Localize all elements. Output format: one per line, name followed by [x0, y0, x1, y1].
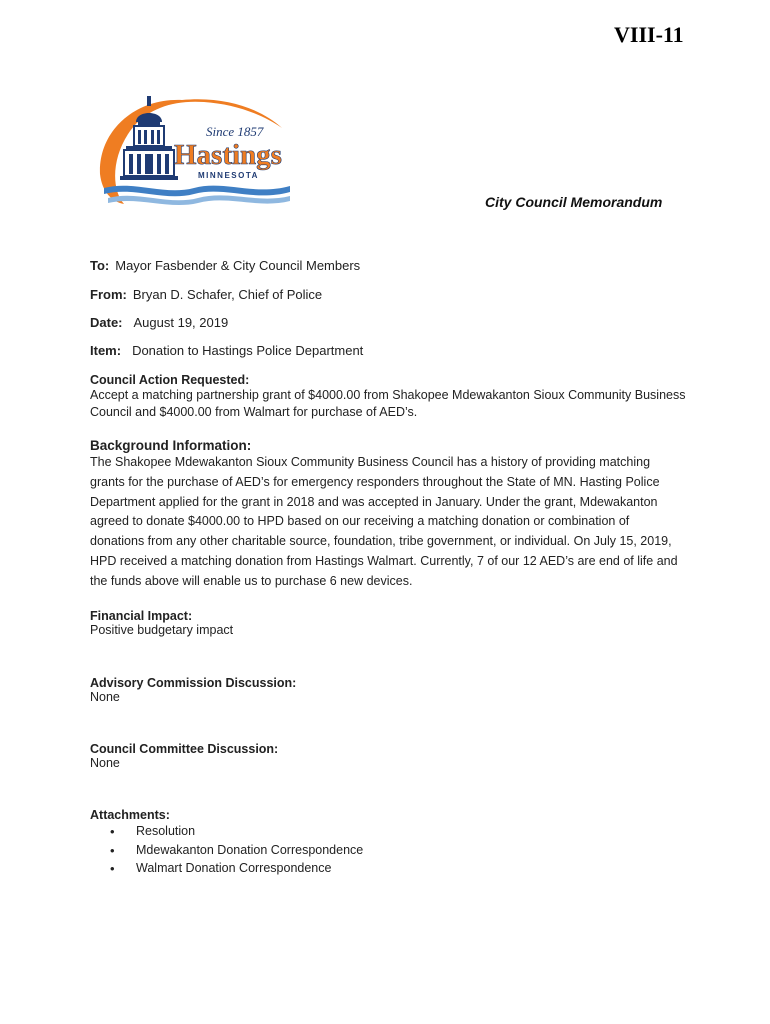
council-action-section [90, 373, 690, 421]
background-section [90, 438, 682, 592]
committee-text: None [90, 756, 120, 770]
to-line [90, 258, 360, 273]
memo-title: City Council Memorandum [485, 194, 663, 210]
page-number: VIII-11 [614, 22, 684, 47]
item-label: Item: [90, 343, 122, 358]
from-label: From: [90, 287, 127, 302]
date-line [90, 315, 228, 330]
date-value: August 19, 2019 [133, 315, 229, 330]
attachment-item: • Walmart Donation Correspondence [90, 861, 690, 880]
from-line [90, 287, 322, 302]
to-label: To: [90, 258, 110, 273]
attachments-title: Attachments: [90, 808, 170, 822]
attachments-list [90, 824, 690, 880]
attachments-section [90, 808, 690, 880]
council-action-title: Council Action Requested: [90, 373, 250, 387]
committee-section [90, 742, 690, 770]
financial-title: Financial Impact: [90, 609, 193, 623]
logo-state-text: MINNESOTA [198, 171, 259, 180]
date-label: Date: [90, 315, 123, 330]
logo-wave-1 [104, 186, 290, 197]
committee-title: Council Committee Discussion: [90, 742, 279, 756]
logo-name-text: Hastings [174, 139, 282, 171]
attachment-item: • Mdewakanton Donation Correspondence [90, 843, 690, 862]
from-value: Bryan D. Schafer, Chief of Police [132, 287, 323, 302]
financial-section [90, 609, 690, 637]
item-value: Donation to Hastings Police Department [132, 343, 364, 358]
to-value: Mayor Fasbender & City Council Members [115, 258, 361, 273]
advisory-text: None [90, 690, 120, 704]
logo-wave-2 [108, 195, 290, 205]
item-line [90, 343, 363, 358]
background-text: The Shakopee Mdewakanton Sioux Community Business Council has a history of providing matching grants for the purchase of AED’s for emergency responders throughout the State of MN. Hasting Police Department applied for the grant in 2018 and was accepted in January. Under the grant, Mdewakanton agreed to donate $4000.00 to HPD based on our receiving a matching donation or combination of donations from any other charitable source, foundation, tribe government, or individual. On July 15, 2019, HPD received a matching donation from Hastings Walmart. Currently, 7 of our 12 AED’s are end of life and the funds above will enable us to purchase 6 new devices. [90, 455, 678, 588]
financial-text: Positive budgetary impact [90, 623, 234, 637]
attachment-item: • Resolution [90, 824, 690, 843]
hastings-logo [94, 92, 294, 210]
council-action-text: Accept a matching partnership grant of $4000.00 from Shakopee Mdewakanton Sioux Community Business Council and $4000.00 from Walmart for purchase of AED’s. [90, 388, 686, 419]
logo-since-text: Since 1857 [206, 124, 264, 139]
background-title: Background Information: [90, 438, 252, 453]
advisory-title: Advisory Commission Discussion: [90, 676, 297, 690]
advisory-section [90, 676, 690, 704]
